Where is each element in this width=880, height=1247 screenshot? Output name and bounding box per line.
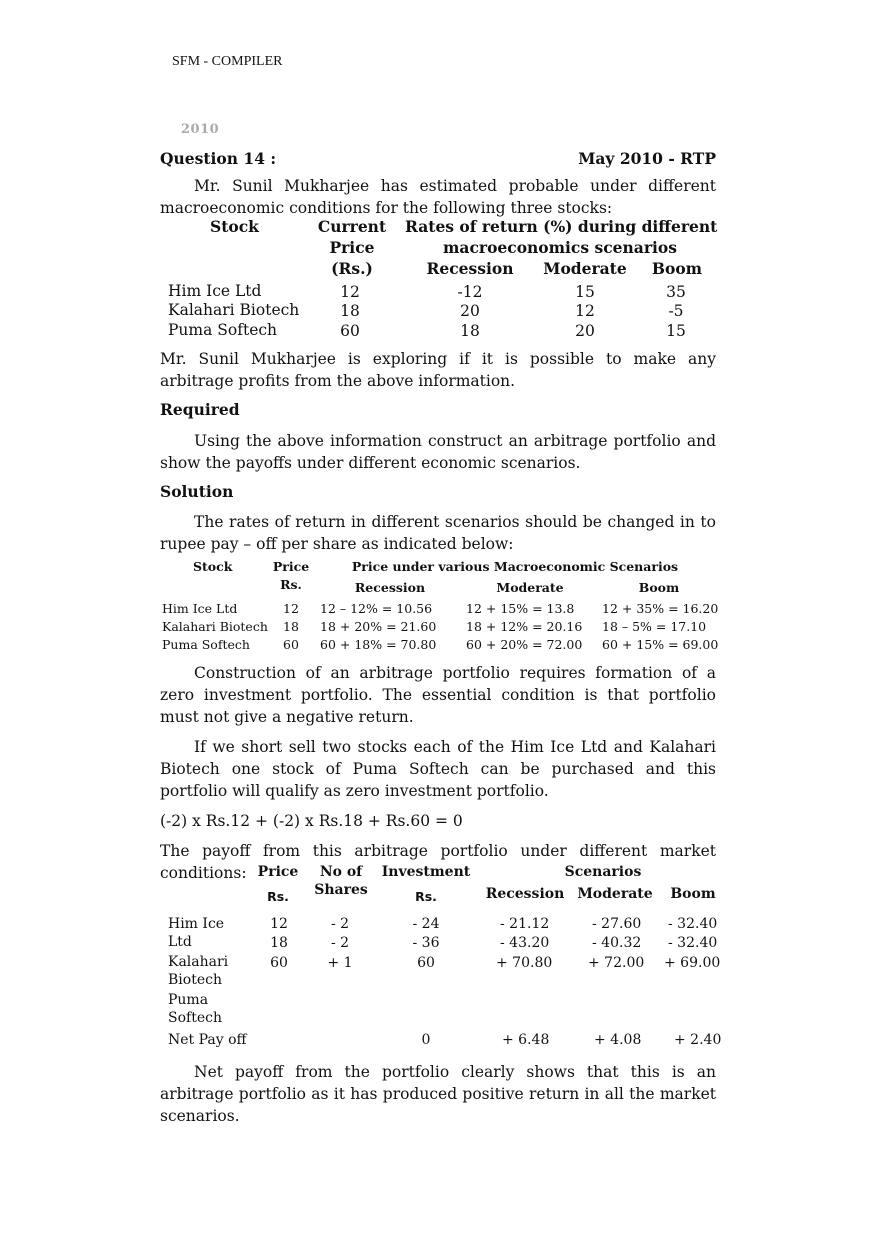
t1-row-boom: 35 <box>666 283 686 301</box>
t2-row-price: 12 <box>283 601 299 616</box>
t3-row-investment: 60 <box>417 955 435 971</box>
t3-row-boom: + 69.00 <box>664 955 721 971</box>
t2-row-recession: 60 + 18% = 70.80 <box>320 637 437 652</box>
t2-row-price: 60 <box>283 637 299 652</box>
t1-header-price-2: Price <box>329 238 375 257</box>
t2-header-group: Price under various Macroeconomic Scenarios <box>351 559 679 574</box>
t2-row-moderate: 18 + 12% = 20.16 <box>466 619 583 634</box>
t1-row-moderate: 15 <box>575 283 595 301</box>
t1-row-stock: Him Ice Ltd <box>168 282 262 300</box>
t3-net-recession: + 6.48 <box>502 1032 550 1048</box>
t3-header-shares-2: Shares <box>314 882 368 898</box>
t1-row-recession: 18 <box>460 322 480 340</box>
t3-header-recession: Recession <box>485 886 565 902</box>
t1-row-price: 12 <box>340 283 360 301</box>
t2-row-price: 18 <box>283 619 299 634</box>
t3-row-recession: - 21.12 <box>500 916 550 932</box>
t1-row-price: 18 <box>340 302 360 320</box>
t3-row-moderate: - 40.32 <box>592 935 642 951</box>
required-heading: Required <box>160 400 240 419</box>
t1-header-moderate: Moderate <box>543 259 627 278</box>
t3-row-price: 18 <box>270 935 288 951</box>
t2-row-stock: Him Ice Ltd <box>162 601 238 616</box>
t3-row-moderate: + 72.00 <box>588 955 645 971</box>
equation: (-2) x Rs.12 + (-2) x Rs.18 + Rs.60 = 0 <box>160 812 463 830</box>
t3-header-boom: Boom <box>670 886 716 902</box>
t2-header-recession: Recession <box>354 580 426 595</box>
t1-row-moderate: 12 <box>575 302 595 320</box>
t3-row-recession: + 70.80 <box>496 955 553 971</box>
explore-paragraph: Mr. Sunil Mukharjee is exploring if it is possible to make any arbitrage profits from the above information. <box>160 350 716 390</box>
t1-row-boom: 15 <box>666 322 686 340</box>
year-label: 2010 <box>181 122 220 137</box>
t2-row-moderate: 60 + 20% = 72.00 <box>466 637 583 652</box>
t3-row-investment: - 24 <box>412 916 440 932</box>
t2-row-boom: 12 + 35% = 16.20 <box>602 601 719 616</box>
shortsell-paragraph: If we short sell two stocks each of the Him Ice Ltd and Kalahari Biotech one stock of Puma Softech can be purchased and this portfolio will qualify as zero investment portfolio. <box>160 738 716 800</box>
payoff-intro: The payoff from this arbitrage portfolio under different market conditions: <box>160 842 716 882</box>
t2-header-price-1: Price <box>272 559 310 574</box>
t1-row-recession: 20 <box>460 302 480 320</box>
t1-row-price: 60 <box>340 322 360 340</box>
solution-paragraph: The rates of return in different scenarios should be changed in to rupee pay – off per share as indicated below: <box>160 513 716 553</box>
t3-stock-label: Him Ice <box>168 916 225 932</box>
t2-row-boom: 18 – 5% = 17.10 <box>602 619 707 634</box>
t1-header-rates-2: macroeconomics scenarios <box>443 238 677 257</box>
t1-header-price-1: Current <box>317 217 387 236</box>
question-label: Question 14 : <box>160 149 277 168</box>
t1-row-stock: Puma Softech <box>168 321 278 339</box>
t3-row-price: 12 <box>270 916 288 932</box>
t1-row-boom: -5 <box>668 302 684 320</box>
t3-header-price: Price <box>257 864 299 880</box>
t1-row-stock: Kalahari Biotech <box>168 301 300 319</box>
t2-row-recession: 12 – 12% = 10.56 <box>320 601 433 616</box>
required-paragraph: Using the above information construct an arbitrage portfolio and show the payoffs under different economic scenarios. <box>160 432 716 472</box>
page-header: SFM - COMPILER <box>172 54 283 69</box>
solution-heading: Solution <box>160 482 234 501</box>
intro-paragraph: Mr. Sunil Mukharjee has estimated probable under different macroeconomic conditions for the following three stocks: <box>160 177 716 217</box>
t1-header-stock: Stock <box>210 217 259 236</box>
t2-header-price-2: Rs. <box>280 577 302 592</box>
t3-stock-label: Softech <box>168 1010 222 1026</box>
t3-row-boom: - 32.40 <box>668 916 718 932</box>
t3-stock-label: Ltd <box>168 934 192 950</box>
question-source: May 2010 - RTP <box>578 149 716 168</box>
t3-net-boom: + 2.40 <box>674 1032 722 1048</box>
t3-row-recession: - 43.20 <box>500 935 550 951</box>
t3-stock-label: Puma <box>168 992 209 1008</box>
t3-net-investment: 0 <box>421 1032 431 1048</box>
t3-stock-label: Kalahari <box>168 954 229 970</box>
t3-header-moderate: Moderate <box>577 886 653 902</box>
t1-header-recession: Recession <box>426 259 514 278</box>
conclusion-paragraph: Net payoff from the portfolio clearly shows that this is an arbitrage portfolio as it has produced positive return in all the market scenarios. <box>160 1063 716 1125</box>
t3-header-shares-1: No of <box>319 864 363 880</box>
t3-net-label: Net Pay off <box>168 1032 247 1048</box>
t2-row-stock: Puma Softech <box>162 637 250 652</box>
t2-header-stock: Stock <box>193 559 233 574</box>
t3-header-price-unit: Rs. <box>267 889 289 904</box>
t3-row-shares: - 2 <box>330 935 350 951</box>
t3-row-shares: + 1 <box>327 955 353 971</box>
t1-header-rates-1: Rates of return (%) during different <box>405 217 718 236</box>
t1-header-boom: Boom <box>651 259 703 278</box>
question-row <box>160 149 716 168</box>
t3-row-boom: - 32.40 <box>668 935 718 951</box>
t3-row-price: 60 <box>270 955 288 971</box>
t2-row-boom: 60 + 15% = 69.00 <box>602 637 719 652</box>
t2-header-boom: Boom <box>638 580 680 595</box>
t1-header-price-3: (Rs.) <box>331 259 373 278</box>
t3-row-moderate: - 27.60 <box>592 916 642 932</box>
t1-row-moderate: 20 <box>575 322 595 340</box>
t3-net-moderate: + 4.08 <box>594 1032 642 1048</box>
construction-paragraph: Construction of an arbitrage portfolio requires formation of a zero investment portfolio. The essential condition is that portfolio must not give a negative return. <box>160 664 716 726</box>
t3-row-shares: - 2 <box>330 916 350 932</box>
t1-row-recession: -12 <box>457 283 483 301</box>
t2-row-moderate: 12 + 15% = 13.8 <box>466 601 575 616</box>
t3-row-investment: - 36 <box>412 935 440 951</box>
t3-header-scenarios: Scenarios <box>564 864 642 880</box>
t3-stock-label: Biotech <box>168 972 222 988</box>
t2-row-recession: 18 + 20% = 21.60 <box>320 619 437 634</box>
t2-row-stock: Kalahari Biotech <box>162 619 268 634</box>
t3-header-investment-unit: Rs. <box>415 889 437 904</box>
t2-header-moderate: Moderate <box>496 580 564 595</box>
t3-header-investment: Investment <box>381 864 471 880</box>
